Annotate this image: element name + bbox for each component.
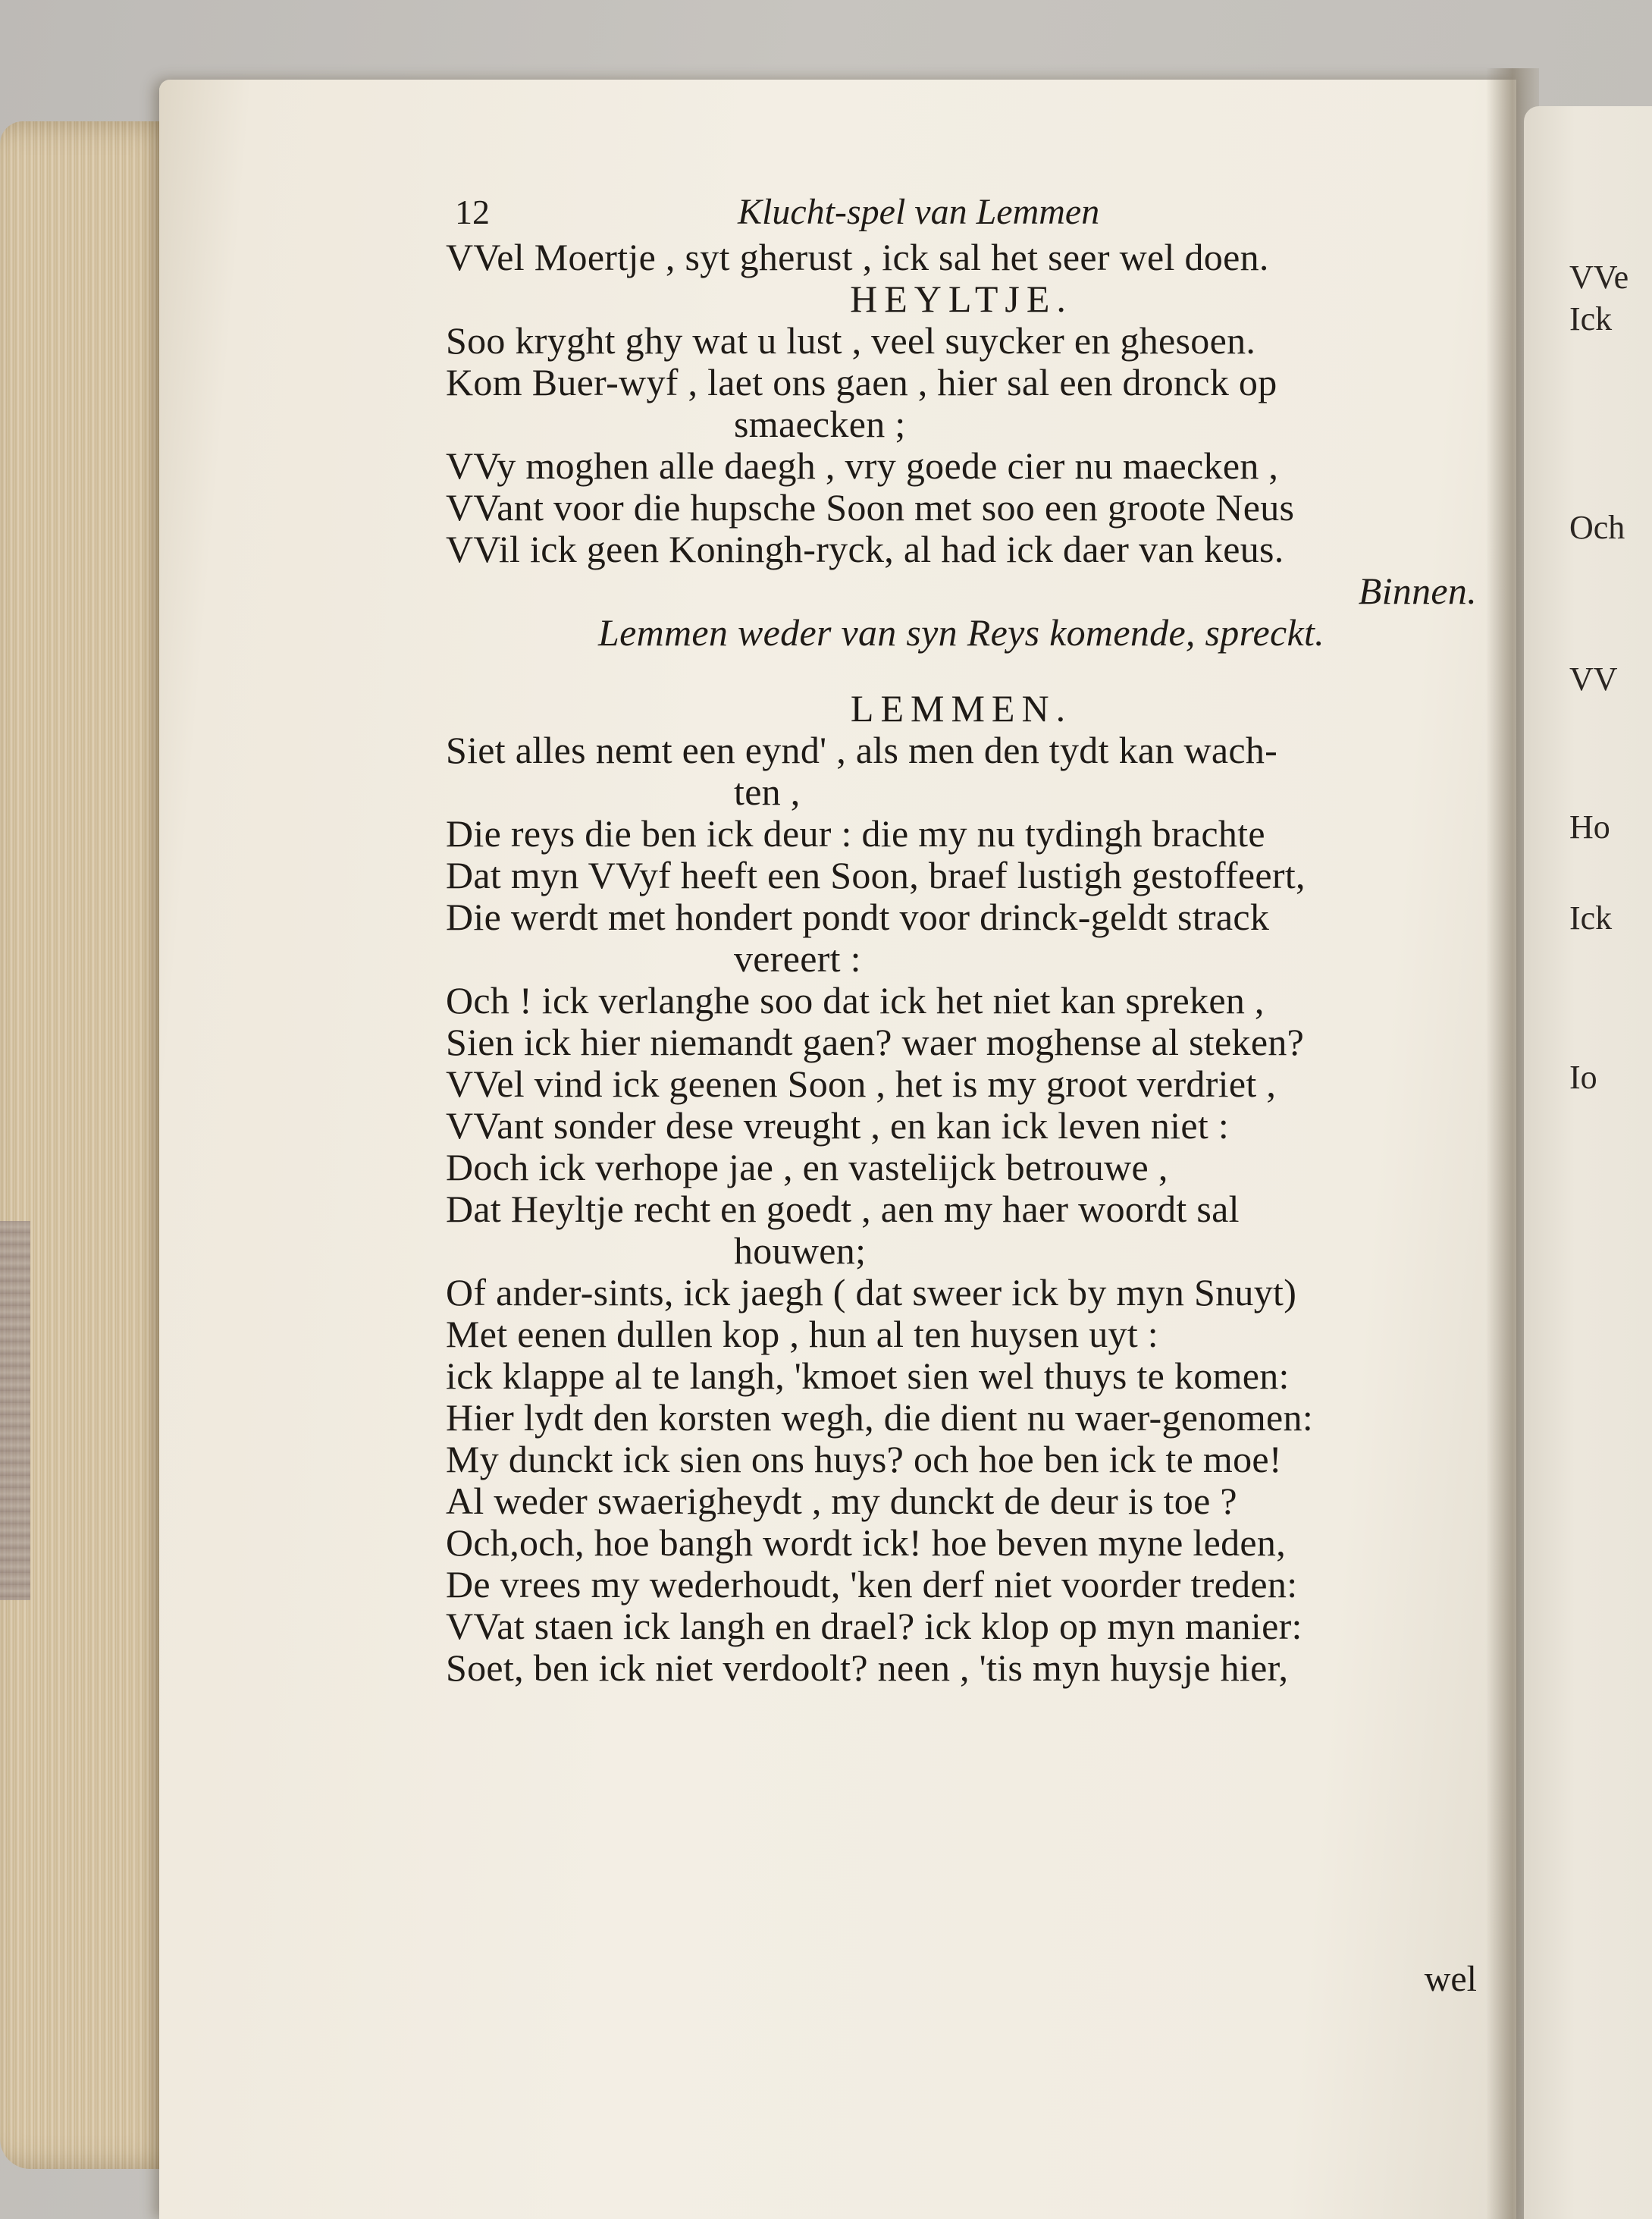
verse-line: VVat staen ick langh en drael? ick klop op myn manier: (446, 1605, 1302, 1647)
page-number: 12 (455, 193, 490, 231)
verse-line: Dat Heyltje recht en goedt , aen my haer woordt sal (446, 1188, 1240, 1230)
running-head: Klucht-spel van Lemmen (738, 192, 1100, 232)
facing-page-fragment: VVe (1569, 259, 1629, 296)
verse-line: Och ! ick verlanghe soo dat ick het niet kan spreken , (446, 979, 1265, 1022)
facing-page-fragment: Ick (1569, 300, 1613, 337)
verse-line: Die reys die ben ick deur : die my nu tydingh brachte (446, 812, 1265, 855)
facing-page-fragment: Ho (1569, 808, 1610, 846)
verse-line: My dunckt ick sien ons huys? och hoe ben ick te moe! (446, 1438, 1282, 1480)
verse-line: Dat myn VVyf heeft een Soon, braef lustigh gestoffeert, (446, 854, 1306, 896)
catchword: wel (1424, 1959, 1477, 1999)
verse-line: De vrees my wederhoudt, 'ken derf niet voorder treden: (446, 1563, 1298, 1605)
verse-line: Hier lydt den korsten wegh, die dient nu waer-genomen: (446, 1396, 1314, 1439)
verse-line-continuation: ten , (734, 771, 801, 813)
verse-line: VVant voor die hupsche Soon met soo een groote Neus (446, 486, 1295, 529)
verse-line: Soet, ben ick niet verdoolt? neen , 'tis myn huysje hier, (446, 1646, 1289, 1689)
stage-exit: Binnen. (1358, 570, 1477, 612)
verse-line: VVant sonder dese vreught , en kan ick leven niet : (446, 1104, 1230, 1147)
facing-page-fragment: VV (1569, 661, 1618, 698)
verse-line: Kom Buer-wyf , laet ons gaen , hier sal een dronck op (446, 361, 1277, 403)
verse-line: Soo kryght ghy wat u lust , veel suycker en ghesoen. (446, 319, 1256, 362)
verse-line-continuation: houwen; (734, 1229, 867, 1272)
verse-line: VVel Moertje , syt gherust , ick sal het seer wel doen. (446, 236, 1269, 278)
page-header (446, 191, 1477, 237)
verse-line: Och,och, hoe bangh wordt ick! hoe beven myne leden, (446, 1521, 1286, 1564)
verse-line: Of ander-sints, ick jaegh ( dat sweer ick by myn Snuyt) (446, 1271, 1297, 1314)
verse-line: Doch ick verhope jae , en vastelijck betrouwe , (446, 1146, 1168, 1188)
facing-page-fragment: Ick (1569, 899, 1613, 937)
speaker-heading: LEMMEN. (850, 687, 1073, 730)
verse-line: Al weder swaerigheydt , my dunckt de deur is toe ? (446, 1480, 1237, 1522)
verse-line: ick klappe al te langh, 'kmoet sien wel thuys te komen: (446, 1354, 1290, 1397)
facing-page-fragment: Io (1569, 1059, 1597, 1096)
facing-page (1524, 106, 1652, 2219)
verse-line: VVy moghen alle daegh , vry goede cier nu maecken , (446, 444, 1279, 487)
verse-line: VVel vind ick geenen Soon , het is my groot verdriet , (446, 1062, 1277, 1105)
verse-line: Sien ick hier niemandt gaen? waer moghense al steken? (446, 1021, 1305, 1063)
page-text (446, 191, 1477, 1999)
stage-direction: Lemmen weder van syn Reys komende, spreckt. (598, 611, 1324, 654)
verse-line: VVil ick geen Koningh-ryck, al had ick daer van keus. (446, 528, 1284, 570)
verse-line-continuation: smaecken ; (734, 403, 906, 445)
verse-line: Die werdt met hondert pondt voor drinck-geldt strack (446, 896, 1270, 938)
facing-page-fragment: Och (1569, 509, 1625, 546)
speaker-heading: HEYLTJE. (850, 278, 1073, 320)
verse-line-continuation: vereert : (734, 937, 861, 980)
book-page-edges (0, 121, 182, 2169)
verse-line: Met eenen dullen kop , hun al ten huysen uyt : (446, 1313, 1158, 1355)
verse-line: Siet alles nemt een eynd' , als men den tydt kan wach- (446, 729, 1278, 771)
